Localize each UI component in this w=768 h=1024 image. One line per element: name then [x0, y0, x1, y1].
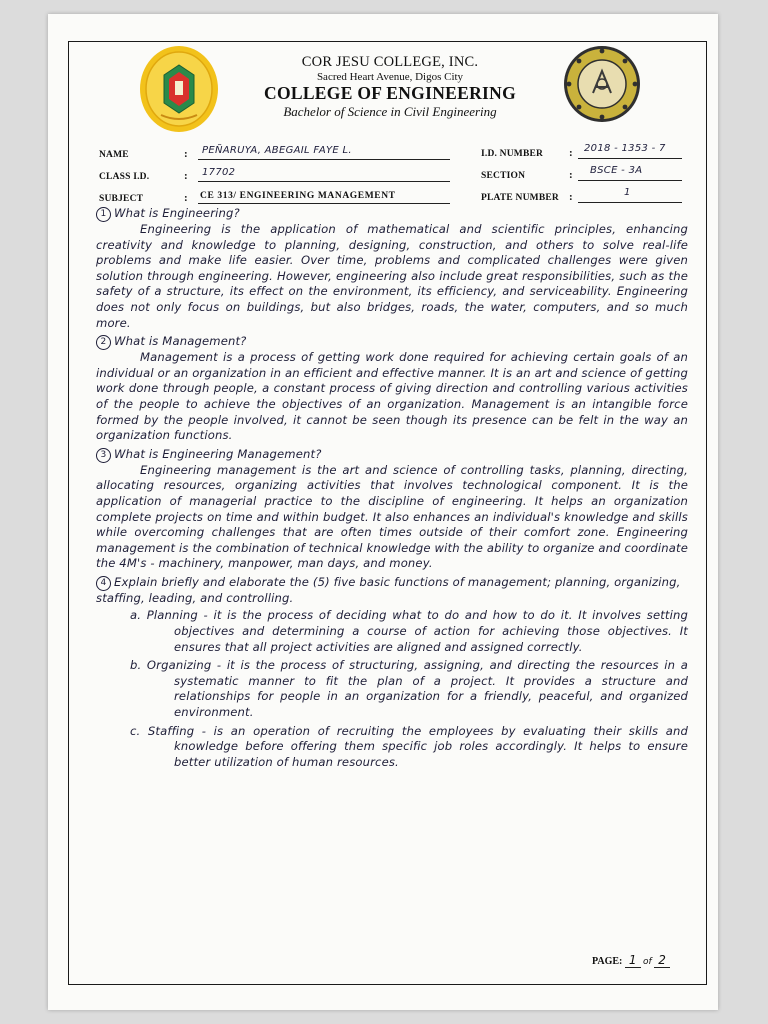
page-total: 2: [654, 953, 670, 968]
id-number-value: 2018 - 1353 - 7: [584, 143, 666, 154]
question-text: What is Engineering Management?: [114, 446, 322, 461]
class-id-value: 17702: [202, 167, 236, 178]
question-4: [96, 575, 688, 607]
function-organizing: b. Organizing - it is the process of structuring, assigning, and directing the resources in a systematic manner to fit the plan of a project. It provides a structure and relationships for people in an organization for a friendly, peaceful, and organized environment.: [130, 658, 688, 720]
page-label: PAGE:: [592, 956, 623, 967]
section-label: SECTION: [481, 171, 526, 181]
plate-number-label: PLATE NUMBER: [481, 193, 559, 203]
institution-name: COR JESU COLLEGE, INC.: [301, 54, 479, 70]
cor-jesu-seal-icon: [139, 45, 219, 133]
question-number: 4: [96, 576, 111, 591]
page-of: of: [643, 957, 652, 967]
section-colon: :: [569, 169, 573, 181]
handwritten-answers: [96, 206, 688, 773]
name-colon: :: [184, 148, 188, 160]
college-name: COLLEGE OF ENGINEERING: [264, 83, 516, 103]
question-number: 3: [96, 448, 111, 463]
function-planning: a. Planning - it is the process of deciding what to do and how to do it. It involves setting objectives and determining a course of action for achieving those objectives. It ensures that all project activities are aligned and assigned correctly.: [130, 608, 688, 654]
id-number-label: I.D. NUMBER: [481, 149, 544, 159]
section-value: BSCE - 3A: [590, 165, 643, 176]
letterhead: [225, 54, 555, 120]
question-number: 1: [96, 207, 111, 222]
institution-address: Sacred Heart Avenue, Digos City: [316, 71, 464, 83]
engineering-seal-icon: [563, 45, 641, 123]
class-id-colon: :: [184, 170, 188, 182]
class-id-label: CLASS I.D.: [99, 172, 150, 182]
answer-1: Engineering is the application of mathematical and scientific principles, enhancing creativity and knowledge to planning, designing, construction, and others to solve real-life problems and make life easier. Over time, problems and complicated challenges were given solution through engineering. However, engineering also include great responsibilities, such as the safety of a structure, its effect on the environment, its efficiency, and serviceability. Engineering does not only focus on buildings, but also bridges, roads, the water, computers, and so much more.: [96, 222, 688, 330]
plate-number-colon: :: [569, 191, 573, 203]
page-current: 1: [625, 953, 641, 968]
question-number: 2: [96, 335, 111, 350]
name-value: PEÑARUYA, ABEGAIL FAYE L.: [202, 145, 352, 156]
subject-value: CE 313/ ENGINEERING MANAGEMENT: [200, 191, 396, 201]
question-1: [96, 206, 688, 222]
program-name: Bachelor of Science in Civil Engineering: [283, 104, 497, 119]
question-text: What is Engineering?: [114, 206, 240, 220]
class-id-line: [198, 167, 450, 182]
function-staffing: c. Staffing - is an operation of recruiting the employees by evaluating their skills and knowledge before offering them specific job roles accordingly. It helps to ensure better utilization of human resources.: [130, 723, 688, 769]
question-text: Explain briefly and elaborate the (5) five basic functions of management; planning, organizing, staffing, leading, and controlling.: [96, 574, 681, 605]
id-number-colon: :: [569, 147, 573, 159]
question-3: [96, 447, 688, 463]
question-text: What is Management?: [114, 334, 247, 349]
question-2: [96, 334, 688, 350]
plate-number-value: 1: [624, 187, 631, 198]
answer-2: Management is a process of getting work done required for achieving certain goals of an individual or an organization in an efficient and effective manner. It is an art and science of getting work done through people, a constant process of giving direction and controlling various activities of the people to achieve the objectives of an organization. Management is an intangible force formed by the people involved, it cannot be seen though its presence can be felt in the way an organization functions.: [96, 350, 688, 443]
name-label: NAME: [99, 150, 129, 160]
subject-colon: :: [184, 192, 188, 204]
subject-label: SUBJECT: [99, 194, 144, 204]
answer-3: Engineering management is the art and science of controlling tasks, planning, directing, allocating resources, organizing activities that involves technological component. It is the application of managerial practice to the discipline of engineering. It helps an organization complete projects on time and within budget. It also enhances an individual's knowledge and skills while overcoming challenges that are often times outside of their comfort zone. Engineering management is the combination of technical knowledge with the ability to organize and coordinate the 4M's - machinery, manpower, man days, and money.: [96, 462, 688, 571]
page-indicator: [592, 953, 670, 967]
